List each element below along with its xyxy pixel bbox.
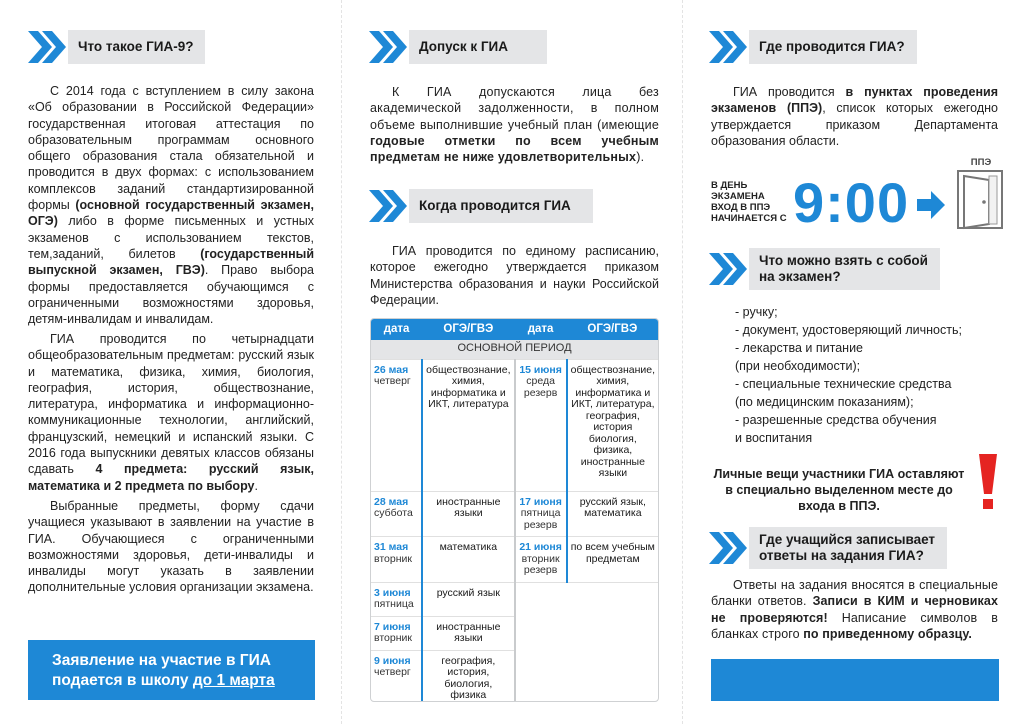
text: ответы на задания ГИА?	[759, 548, 924, 563]
double-chevron-icon	[26, 27, 66, 67]
door-label: ППЭ	[970, 157, 992, 168]
date-cell	[515, 491, 567, 537]
date-cell	[371, 616, 422, 650]
text: Что можно взять с собой	[759, 253, 928, 268]
entry-time-label	[711, 180, 787, 224]
date: 3 июня	[374, 586, 411, 599]
paragraph-answers	[711, 577, 998, 642]
subject-cell: иностранные языки	[422, 616, 514, 650]
subject-cell: русский язык	[422, 582, 514, 616]
col-header-date: дата	[371, 319, 422, 340]
heading-label: Что такое ГИА-9?	[68, 30, 205, 64]
weekday: пятница	[374, 598, 414, 610]
text: Где учащийся записывает	[759, 532, 936, 547]
column-where	[682, 0, 1024, 724]
table-row	[371, 616, 658, 650]
weekday: суббота	[374, 507, 413, 519]
weekday: пятница	[520, 507, 561, 519]
heading-label: Допуск к ГИА	[409, 30, 547, 64]
text-bold: (государственный выпускной экзамен, ГВЭ)	[28, 246, 314, 278]
answers-sample-box	[711, 659, 999, 701]
paragraph-application	[28, 498, 314, 596]
date-cell	[371, 491, 422, 537]
schedule-table	[371, 319, 658, 702]
text: ГИА проводится по единому расписанию, которое ежегодно утверждается приказом Министерства образования и науки Российской Федерации.	[370, 244, 659, 307]
table-row	[371, 359, 658, 491]
list-item: - лекарства и питание	[735, 341, 864, 355]
date: 7 июня	[374, 620, 411, 633]
deadline-line2	[52, 671, 315, 691]
entry-time: 9:00	[793, 171, 910, 234]
subject-cell: география, история, биология, физика	[422, 650, 514, 702]
double-chevron-icon	[707, 528, 747, 568]
text: . Право выбора формы предоставляется обучающимся с ограниченными возможностями здоровья, детям-инвалидам и инвалидам.	[28, 263, 314, 327]
list-item: - ручку;	[735, 305, 778, 319]
allowed-items-list	[735, 303, 962, 447]
text: подается в школу	[52, 672, 193, 689]
arrow-right-icon	[917, 190, 947, 220]
text: В ДЕНЬ	[711, 180, 748, 191]
subject-cell: обществознание, химия, информатика и ИКТ, литература	[422, 359, 514, 491]
date: 26 мая	[374, 363, 409, 376]
text-bold: 4 предмета: русский язык, математика и 2 предмета по выбору	[28, 462, 315, 493]
list-item: (при необходимости);	[735, 359, 861, 373]
date: 31 мая	[374, 541, 409, 553]
weekday: вторник	[521, 552, 560, 565]
text: , список которых ежегодно утверждается приказом Департамента образования области.	[711, 101, 999, 148]
date: 28 мая	[374, 495, 409, 508]
text: ГИА проводится по четырнадцати общеобразовательным предметам: русский язык и математика, физика, химия, биология, география, история, обществознание, литература, информатика и информационно-коммуникационные технологии, английский, французский, немецкий и испанский языки. С 2016 года выпускники девятых классов обязаны сдавать	[28, 332, 314, 477]
door-icon	[955, 168, 1005, 230]
paragraph-where	[711, 84, 998, 149]
text: .	[254, 478, 258, 493]
text: Написание символов в бланках строго	[711, 610, 998, 641]
schedule-table-wrap	[370, 318, 659, 702]
weekday: среда	[526, 375, 555, 387]
list-item: - документ, удостоверяющий личность;	[735, 323, 962, 337]
reserve-label: резерв	[523, 518, 558, 531]
date: 17 июня	[519, 495, 562, 508]
heading-admission	[367, 27, 547, 67]
heading-label	[749, 527, 947, 569]
reserve-label: резерв	[523, 564, 558, 576]
date: 21 июня	[519, 541, 562, 553]
double-chevron-icon	[707, 249, 747, 289]
date: 15 июня	[519, 363, 562, 376]
date-cell	[371, 582, 422, 616]
date-cell	[371, 650, 422, 702]
text-bold: годовые отметки по всем учебным предметам не ниже удовлетворительных	[370, 133, 659, 165]
heading-label: Когда проводится ГИА	[409, 189, 593, 223]
empty-cell	[515, 650, 659, 702]
text: ЭКЗАМЕНА	[711, 191, 765, 202]
heading-where	[707, 27, 917, 67]
date-cell	[515, 359, 567, 491]
column-admission	[341, 0, 682, 724]
exclamation-icon	[977, 454, 999, 512]
double-chevron-icon	[367, 27, 407, 67]
deadline-date: до 1 марта	[192, 672, 275, 689]
col-header-exam: ОГЭ/ГВЭ	[567, 319, 658, 340]
deadline-line1: Заявление на участие в ГИА	[52, 652, 271, 669]
col-header-date: дата	[515, 319, 567, 340]
column-what-is-gia	[0, 0, 341, 724]
heading-label	[749, 248, 940, 290]
subject-cell: обществознание, химия, информатика и ИКТ, литература, география, история биология, физика, иностранные языки	[567, 359, 658, 491]
heading-what-to-bring	[707, 248, 940, 290]
empty-cell	[515, 582, 659, 616]
table-row	[371, 582, 658, 616]
table-row	[371, 491, 658, 537]
heading-label: Где проводится ГИА?	[749, 30, 917, 64]
text: С 2014 года с вступлением в силу закона «Об образовании в Российской Федерации» государственная итоговая аттестация по образовательным программам основного общего образования стала обязательной и проводится в двух формах: с использованием комплексов заданий стандартизированной формы	[28, 84, 314, 213]
weekday: четверг	[374, 375, 411, 387]
paragraph-intro	[28, 83, 314, 327]
text-bold: по приведенному образцу.	[803, 626, 972, 641]
list-item: (по медицинским показаниям);	[735, 395, 914, 409]
paragraph-schedule	[370, 243, 659, 308]
list-item: и воспитания	[735, 431, 813, 445]
paragraph-subjects	[28, 331, 314, 494]
text-bold: Записи в КИМ и черновиках не проверяются!	[711, 594, 998, 625]
period-label: ОСНОВНОЙ ПЕРИОД	[371, 340, 658, 359]
date-cell	[371, 359, 422, 491]
text: НАЧИНАЕТСЯ С	[711, 213, 787, 224]
heading-what-is-gia	[26, 27, 205, 67]
text: ).	[636, 150, 645, 165]
list-item: - разрешенные средства обучения	[735, 413, 937, 427]
paragraph-admission	[370, 84, 659, 165]
list-item: - специальные технические средства	[735, 377, 952, 391]
date-cell	[515, 537, 567, 583]
text: Ответы на задания вносятся в специальные бланки ответов.	[711, 578, 998, 609]
col-header-exam: ОГЭ/ГВЭ	[422, 319, 514, 340]
weekday: четверг	[374, 666, 411, 678]
reserve-label: резерв	[523, 386, 558, 399]
belongings-warning: Личные вещи участники ГИА оставляют в специально выделенном месте до входа в ППЭ.	[713, 467, 965, 513]
text: либо в форме письменных и устных экзаменов с использованием текстов, тем,заданий, билетов	[28, 214, 314, 261]
text-bold: (основной государственный экзамен, ОГЭ)	[28, 198, 314, 229]
text: на экзамен?	[759, 269, 841, 284]
table-row	[371, 537, 658, 583]
text: К ГИА допускаются лица без академической задолженности, в полном объеме выполнившие учебный план (имеющие	[370, 85, 659, 132]
subject-cell: математика	[422, 537, 514, 583]
table-row	[371, 650, 658, 702]
text: Выбранные предметы, форму сдачи учащиеся указывают в заявлении на участие в ГИА. Обучающиеся с ограниченными возможностями здоровья, дети-инвалиды и инвалиды могут указать в заявлении дополнительные условия организации экзамена.	[28, 499, 314, 595]
double-chevron-icon	[707, 27, 747, 67]
empty-cell	[515, 616, 659, 650]
weekday: вторник	[374, 552, 412, 565]
application-deadline-box	[28, 640, 315, 700]
subject-cell: русский язык, математика	[567, 491, 658, 537]
double-chevron-icon	[367, 186, 407, 226]
subject-cell: по всем учебным предметам	[567, 537, 658, 583]
weekday: вторник	[374, 632, 412, 644]
subject-cell: иностранные языки	[422, 491, 514, 537]
text-bold: в пунктах проведения экзаменов (ППЭ)	[711, 85, 998, 116]
heading-when	[367, 186, 593, 226]
text: ГИА проводится	[733, 85, 846, 99]
date-cell	[371, 537, 422, 583]
date: 9 июня	[374, 654, 411, 667]
heading-where-answers	[707, 527, 947, 569]
text: ВХОД В ППЭ	[711, 202, 771, 213]
